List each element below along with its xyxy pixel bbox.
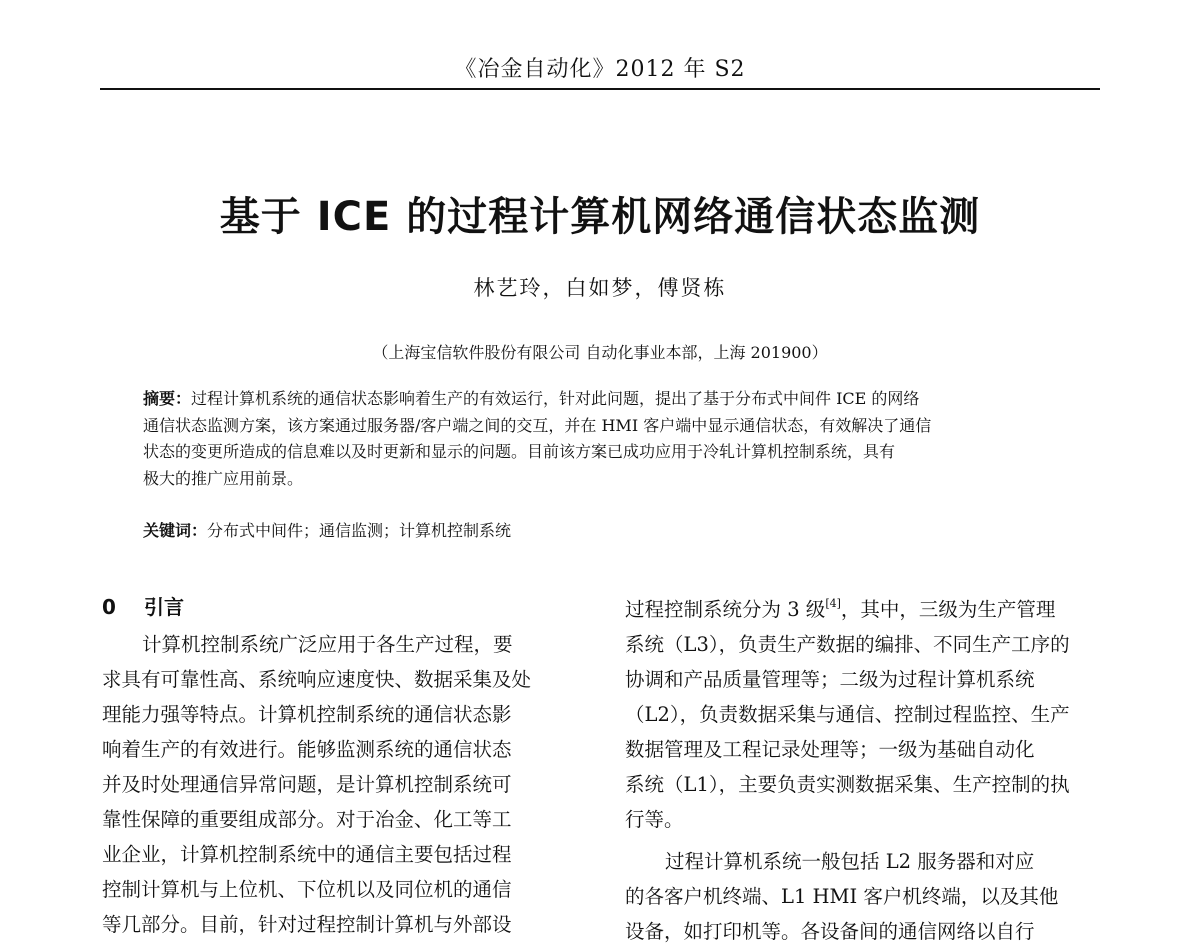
keywords-text: 分布式中间件；通信监测；计算机控制系统 [207, 521, 512, 540]
abstract-line: 状态的变更所造成的信息难以及时更新和显示的问题。目前该方案已成功应用于冷轧计算机控制系统，具有 [143, 442, 896, 461]
paragraph-gap [625, 837, 1110, 844]
body-line: 并及时处理通信异常问题，是计算机控制系统可 [102, 773, 512, 796]
abstract-label: 摘要： [143, 389, 192, 408]
right-column [625, 592, 1110, 949]
body-line: 行等。 [625, 808, 684, 831]
body-line: （L2），负责数据采集与通信、控制过程监控、生产 [625, 703, 1070, 726]
body-line: 系统（L1），主要负责实测数据采集、生产控制的执 [625, 773, 1070, 796]
paper-title: 基于 ICE 的过程计算机网络通信状态监测 [219, 194, 981, 240]
authors: 林艺玲，白如梦，傅贤栋 [473, 276, 727, 300]
body-line: 控制计算机与上位机、下位机以及同位机的通信 [102, 878, 512, 901]
citation-ref: [4] [825, 597, 841, 610]
body-line: 系统（L3），负责生产数据的编排、不同生产工序的 [625, 633, 1070, 656]
abstract-line [143, 386, 1061, 413]
keywords [143, 518, 1061, 544]
abstract-line: 极大的推广应用前景。 [143, 468, 304, 488]
keywords-label: 关键词： [143, 521, 208, 540]
section-number: 0 [102, 595, 116, 619]
section-heading [102, 592, 587, 627]
body-text: ，其中，三级为生产管理 [840, 598, 1056, 621]
body-line: 计算机控制系统广泛应用于各生产过程，要 [142, 633, 513, 656]
section-title: 引言 [144, 595, 184, 619]
body-text: 过程控制系统分为 3 级 [625, 598, 826, 621]
body-line: 等几部分。目前，针对过程控制计算机与外部设 [102, 913, 512, 936]
body-line: 数据管理及工程记录处理等；一级为基础自动化 [625, 738, 1035, 761]
body-line: 设备，如打印机等。各设备间的通信网络以自行 [625, 920, 1035, 943]
body-line: 过程计算机系统一般包括 L2 服务器和对应 [665, 850, 1035, 873]
body-line [625, 592, 1110, 627]
abstract-line: 通信状态监测方案，该方案通过服务器/客户端之间的交互，并在 HMI 客户端中显示通信状态，有效解决了通信 [143, 415, 932, 435]
abstract-text: 过程计算机系统的通信状态影响着生产的有效运行，针对此问题，提出了基于分布式中间件 ICE 的网络 [191, 389, 920, 408]
body-line: 理能力强等特点。计算机控制系统的通信状态影 [102, 703, 512, 726]
header-rule [100, 88, 1100, 90]
journal-header: 《冶金自动化》2012 年 S2 [454, 57, 746, 82]
body-line: 靠性保障的重要组成部分。对于冶金、化工等工 [102, 808, 512, 831]
body-line: 业企业，计算机控制系统中的通信主要包括过程 [102, 843, 512, 866]
body-line: 协调和产品质量管理等；二级为过程计算机系统 [625, 668, 1035, 691]
abstract [143, 386, 1061, 492]
body-line: 求具有可靠性高、系统响应速度快、数据采集及处 [102, 668, 532, 691]
body-line: 的各客户机终端、L1 HMI 客户机终端，以及其他 [625, 885, 1059, 908]
body-line: 响着生产的有效进行。能够监测系统的通信状态 [102, 738, 512, 761]
affiliation: （上海宝信软件股份有限公司 自动化事业本部，上海 201900） [372, 343, 828, 362]
left-column [102, 592, 587, 942]
